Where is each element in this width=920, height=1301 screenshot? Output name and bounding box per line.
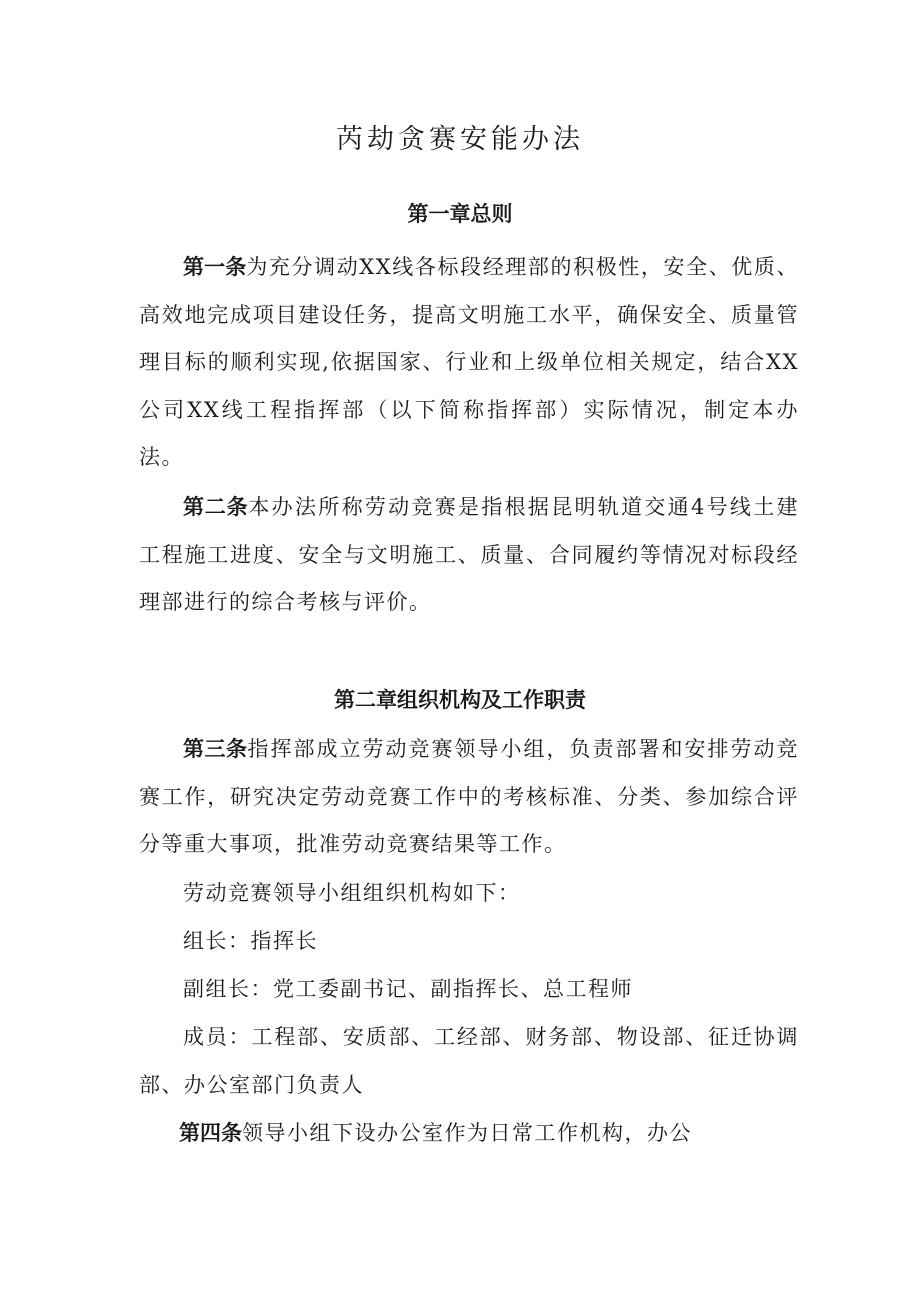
org-intro: 劳动竞赛领导小组组织机构如下： [183,881,521,905]
article-3-label: 第三条 [183,737,248,761]
article-1-text: 为充分调动XX线各标段经理部的积极性，安全、优质、高效地完成项目建设任务，提高文明施工水平，确保安全、质量管理目标的顺利实现,依据国家、行业和上级单位相关规定，结合XX公司XX线工程指挥部（以下简称指挥部）实际情况，制定本办法。 [139,255,800,469]
chapter-heading-1: 第一章总则 [407,202,513,226]
chapter-heading-2: 第二章组织机构及工作职责 [334,688,586,712]
article-1-label: 第一条 [183,255,247,279]
article-4-text: 领导小组下设办公室作为日常工作机构，办公 [242,1121,692,1145]
article-3 [139,726,799,869]
document-title: 芮劫贪赛安能办法 [336,124,584,155]
article-4 [139,1110,799,1158]
org-members: 成员：工程部、安质部、工经部、财务部、物设部、征迁协调部、办公室部门负责人 [139,1025,799,1097]
article-2-label: 第二条 [183,495,249,519]
article-1 [139,244,799,482]
article-4-label: 第四条 [179,1121,242,1145]
org-deputy: 副组长：党工委副书记、副指挥长、总工程师 [183,977,633,1001]
org-leader: 组长：指挥长 [183,929,318,953]
article-2-text: 本办法所称劳动竞赛是指根据昆明轨道交通4号线土建工程施工进度、安全与文明施工、质量、合同履约等情况对标段经理部进行的综合考核与评价。 [139,495,800,614]
article-3-text: 指挥部成立劳动竞赛领导小组，负责部署和安排劳动竞赛工作，研究决定劳动竞赛工作中的考核标准、分类、参加综合评分等重大事项，批准劳动竞赛结果等工作。 [139,737,799,856]
article-2 [139,484,799,627]
